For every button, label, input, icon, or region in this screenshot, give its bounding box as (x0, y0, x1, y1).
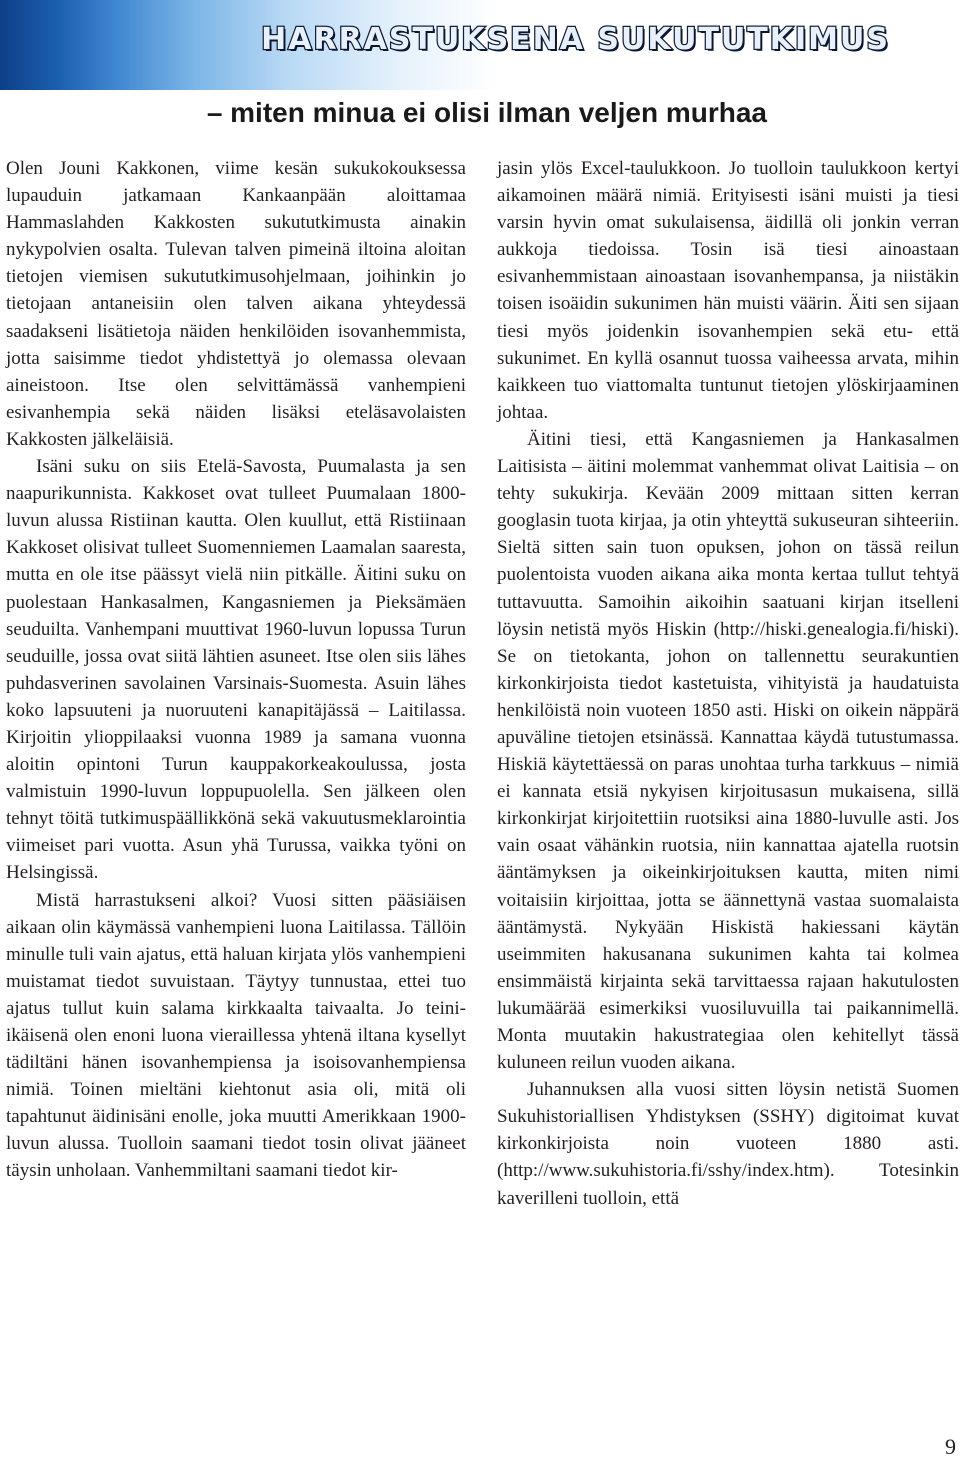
paragraph: Mistä harrastukseni alkoi? Vuosi sitten pääsiäisen aikaan olin käymässä vanhempieni luona Laitilassa. Tällöin minulle tuli vain ajatus, että haluan kirjata ylös vanhempieni muistamat tiedot suvuistaan. Täytyy tunnustaa, ettei tuo ajatus tullut kuin salama kirkkaalta taivaalta. Jo teini-ikäisenä olen enoni luona vieraillessa yhtenä iltana kysellyt tädiltäni hänen isovanhempiensa ja isoisovanhempiensa nimiä. Toinen mieltäni kiehtonut asia oli, mitä oli tapahtunut äidinisäni enolle, joka muutti Amerikkaan 1900-luvun alussa. Tuolloin saamani tiedot tosin olivat jääneet täysin unholaan. Vanhemmiltani saamani tiedot kir- (6, 889, 466, 1182)
paragraph: Isäni suku on siis Etelä-Savosta, Puumalasta ja sen naapurikunnista. Kakkoset ovat tulleet Puumalaan 1800-luvun alussa Ristiinan kautta. Olen kuullut, että Ristiinaan Kakkoset olisivat tulleet Suomenniemen Laamalan saaresta, mutta en ole itse päässyt vielä niin pitkälle. Äitini suku on puolestaan Hankasalmen, Kangasniemen ja Pieksämäen seuduilta. Vanhempani muuttivat 1960-luvun lopussa Turun seuduille, jossa ovat siitä lähtien asuneet. Itse olen siis lähes puhdasverinen savolainen Varsinais-Suomesta. Asuin lähes koko lapsuuteni ja nuoruuteni kanapitäjässä – Laitilassa. Kirjoitin ylioppilaaksi vuonna 1989 ja samana vuonna aloitin opintoni Turun kauppakorkeakoulussa, josta valmistuin 1990-luvun loppupuolella. Sen jälkeen olen tehnyt töitä tutkimuspäällikkönä sekä vakuutusmeklarointia viimeiset pari vuotta. Asun yhä Turussa, vaikka työni on Helsingissä. (6, 456, 466, 884)
page-number: 9 (945, 1434, 956, 1459)
page-title: HARRASTUKSENA SUKUTUTKIMUS (261, 22, 890, 57)
paragraph: Juhannuksen alla vuosi sitten löysin netistä Suomen Sukuhistoriallisen Yhdistyksen (SSHY) digitoimat kuvat kirkonkirjoista noin vuoteen 1880 asti. (http://www.sukuhistoria.fi/sshy/index.htm). Totesinkin kaverilleni tuolloin, että (497, 1079, 959, 1209)
paragraph: jasin ylös Excel-taulukkoon. Jo tuolloin taulukkoon kertyi aikamoinen määrä nimiä. Erityisesti isäni muisti ja tiesi varsin hyvin omat sukulaisensa, äidillä oli jonkin verran aukkoja tiedoissa. Tosin isä tiesi ainoastaan esivanhemmistaan ainoastaan isovanhempansa, ja niistäkin toisen isoäidin sukunimen hän muisti väärin. Äiti sen sijaan tiesi myös joidenkin isovanhempien sekä etu- että sukunimet. En kyllä osannut tuossa vaiheessa arvata, mihin kaikkeen tuo viattomalta tuntunut tietojen ylöskirjaaminen johtaa. (497, 158, 959, 423)
header-banner (0, 0, 960, 90)
paragraph: Olen Jouni Kakkonen, viime kesän sukukokouksessa lupauduin jatkamaan Kankaanpään aloittamaa Hammaslahden Kakkosten sukututkimusta ainakin nykypolvien osalta. Tulevan talven pimeinä iltoina aloitan tietojen viemisen sukututkimusohjelmaan, joihinkin jo tietojaan antaneisiin olen talven aikana yhteydessä saadakseni lisätietoja näiden henkilöiden isovanhemmista, jotta saisimme tiedot yhdistettyä jo olemassa olevaan aineistoon. Itse olen selvittämässä vanhempieni esivanhempia sekä näiden lisäksi eteläsavolaisten Kakkosten jälkeläisiä. (6, 158, 466, 450)
article-column-right (497, 155, 959, 1212)
article-column-left (6, 155, 466, 1185)
article-subtitle: – miten minua ei olisi ilman veljen murhaa (206, 97, 767, 128)
paragraph: Äitini tiesi, että Kangasniemen ja Hankasalmen Laitisista – äitini molemmat vanhemmat olivat Laitisia – on tehty sukukirja. Kevään 2009 mittaan sitten kerran googlasin tuota kirjaa, ja otin yhteyttä sukuseuran sihteeriin. Sieltä sitten sain tuon opuksen, johon on tässä reilun puolentoista vuoden aikana aika monta kertaa tullut tehtyä tuttavuutta. Samoihin aikoihin saatuani kirjan itselleni löysin netistä myös Hiskin (http://hiski.genealogia.fi/hiski). Se on tietokanta, johon on tallennettu seurakuntien kirkonkirjoista tiedot kastetuista, vihityistä ja haudatuista henkilöistä noin vuoteen 1850 asti. Hiski on oikein näppärä apuväline tietojen etsinässä. Kannattaa käydä tutustumassa. Hiskiä käytettäessä on paras unohtaa turha tarkkuus – nimiä ei kannata etsiä nykyisen kirjoitusasun mukaisena, sillä kirkonkirjat kirjoitettiin ruotsiksi aina 1880-luvulle asti. Jos vain osaat vähänkin ruotsia, niin kannattaa ajatella ruotsin ääntämyksen ja oikeinkirjoituksen kautta, miten nimi voitaisiin kirjoittaa, jotta se äännettynä vastaa suomalaista ääntämystä. Nykyään Hiskistä hakiessani käytän useimmiten hakusanana sukunimen kahta tai kolmea ensimmäistä kirjainta sekä tarvittaessa rajaan hakutulosten lukumäärää esimerkiksi vuosiluvuilla tai paikannimellä. Monta muutakin hakustrategiaa olen kehitellyt tässä kuluneen reilun vuoden aikana. (497, 428, 959, 1074)
